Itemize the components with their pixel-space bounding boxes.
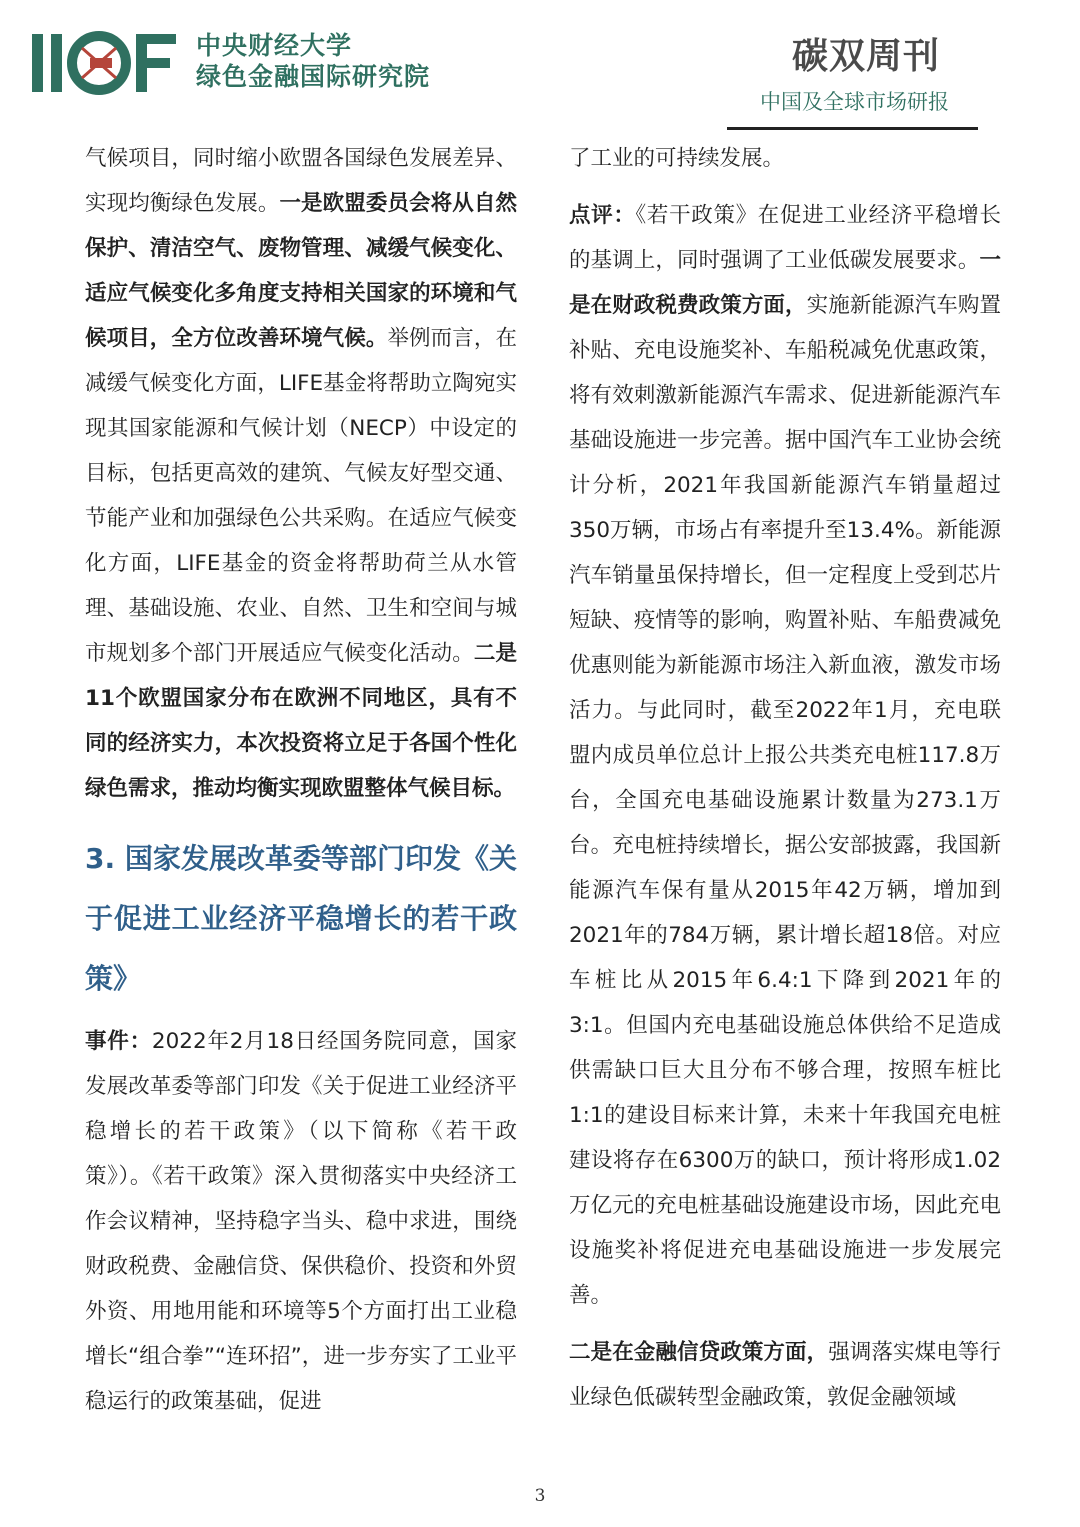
- text-run: 举例而言，在减缓气候变化方面，LIFE基金将帮助立陶宛实现其国家能源和气候计划（NECP）中设定的目标，包括更高效的建筑、气候友好型交通、节能产业和加强绿色公共采购。在适应气候变化方面，LIFE基金的资金将帮助荷兰从水管理、基础设施、农业、自然、卫生和空间与城市规划多个部门开展适应气候变化活动。: [85, 326, 517, 666]
- page-header: [0, 0, 1080, 140]
- publication-subtitle: 中国及全球市场研报: [760, 90, 949, 114]
- section-heading: 3. 国家发展改革委等部门印发《关于促进工业经济平稳增长的若干政策》: [85, 842, 517, 995]
- left-column: [85, 136, 517, 1424]
- page-number: 3: [534, 1486, 546, 1506]
- bold-run: 一是欧盟委员会将从自然保护、清洁空气、废物管理、减缓气候变化、适应气候变化多角度支持相关国家的环境和气候项目，全方位改善环境气候。: [85, 191, 517, 351]
- text-run: 强调落实煤电等行业绿色低碳转型金融政策，敦促金融领域: [569, 1340, 1001, 1410]
- bold-run: 一是在财政税费政策方面，: [569, 248, 1001, 318]
- org-name-line1: 中央财经大学: [196, 31, 353, 60]
- event-text: 2022年2月18日经国务院同意，国家发展改革委等部门印发《关于促进工业经济平稳增长的若干政策》（以下简称《若干政策》）。《若干政策》深入贯彻落实中央经济工作会议精神，坚持稳字当头、稳中求进，围绕财政税费、金融信贷、保供稳价、投资和外贸外资、用地用能和环境等5个方面打出工业稳增长“组合拳”“连环招”，进一步夯实了工业平稳运行的政策基础，促进: [85, 1029, 517, 1414]
- paragraph-continuation: 了工业的可持续发展。: [569, 146, 785, 171]
- event-label: 事件：: [85, 1029, 152, 1054]
- paragraph-event: [85, 1019, 517, 1424]
- header-rule: [727, 127, 978, 130]
- paragraph-eu-life: [85, 136, 517, 811]
- bold-run: 二是11个欧盟国家分布在欧洲不同地区，具有不同的经济实力，本次投资将立足于各国个性化绿色需求，推动均衡实现欧盟整体气候目标。: [85, 641, 517, 801]
- text-run: 实施新能源汽车购置补贴、充电设施奖补、车船税减免优惠政策，将有效刺激新能源汽车需求、促进新能源汽车基础设施进一步完善。据中国汽车工业协会统计分析，2021年我国新能源汽车销量超过350万辆，市场占有率提升至13.4%。新能源汽车销量虽保持增长，但一定程度上受到芯片短缺、疫情等的影响，购置补贴、车船费减免优惠则能为新能源市场注入新血液，激发市场活力。与此同时，截至2022年1月，充电联盟内成员单位总计上报公共类充电桩117.8万台，全国充电基础设施累计数量为273.1万台。充电桩持续增长，据公安部披露，我国新能源汽车保有量从2015年42万辆，增加到2021年的784万辆，累计增长超18倍。对应车桩比从2015年6.4:1下降到2021年的3:1。但国内充电基础设施总体供给不足造成供需缺口巨大且分布不够合理，按照车桩比1:1的建设目标来计算，未来十年我国充电桩建设将存在6300万的缺口，预计将形成1.02万亿元的充电桩基础设施建设市场，因此充电设施奖补将促进充电基础设施进一步发展完善。: [569, 293, 1001, 1308]
- comment-label: 点评：: [569, 203, 636, 228]
- right-column: [569, 136, 1001, 1420]
- org-name-line2: 绿色金融国际研究院: [196, 62, 431, 91]
- bold-run: 二是在金融信贷政策方面，: [569, 1340, 829, 1365]
- organization-name: [196, 30, 430, 92]
- paragraph-finance: [569, 1330, 1001, 1420]
- text-run: 《若干政策》在促进工业经济平稳增长的基调上，同时强调了工业低碳发展要求。: [569, 203, 1001, 273]
- text-run: 气候项目，同时缩小欧盟各国绿色发展差异、实现均衡绿色发展。: [85, 146, 517, 216]
- paragraph-comment: [569, 193, 1001, 1318]
- iigf-logo: [30, 30, 180, 96]
- publication-title: 碳双周刊: [791, 36, 940, 77]
